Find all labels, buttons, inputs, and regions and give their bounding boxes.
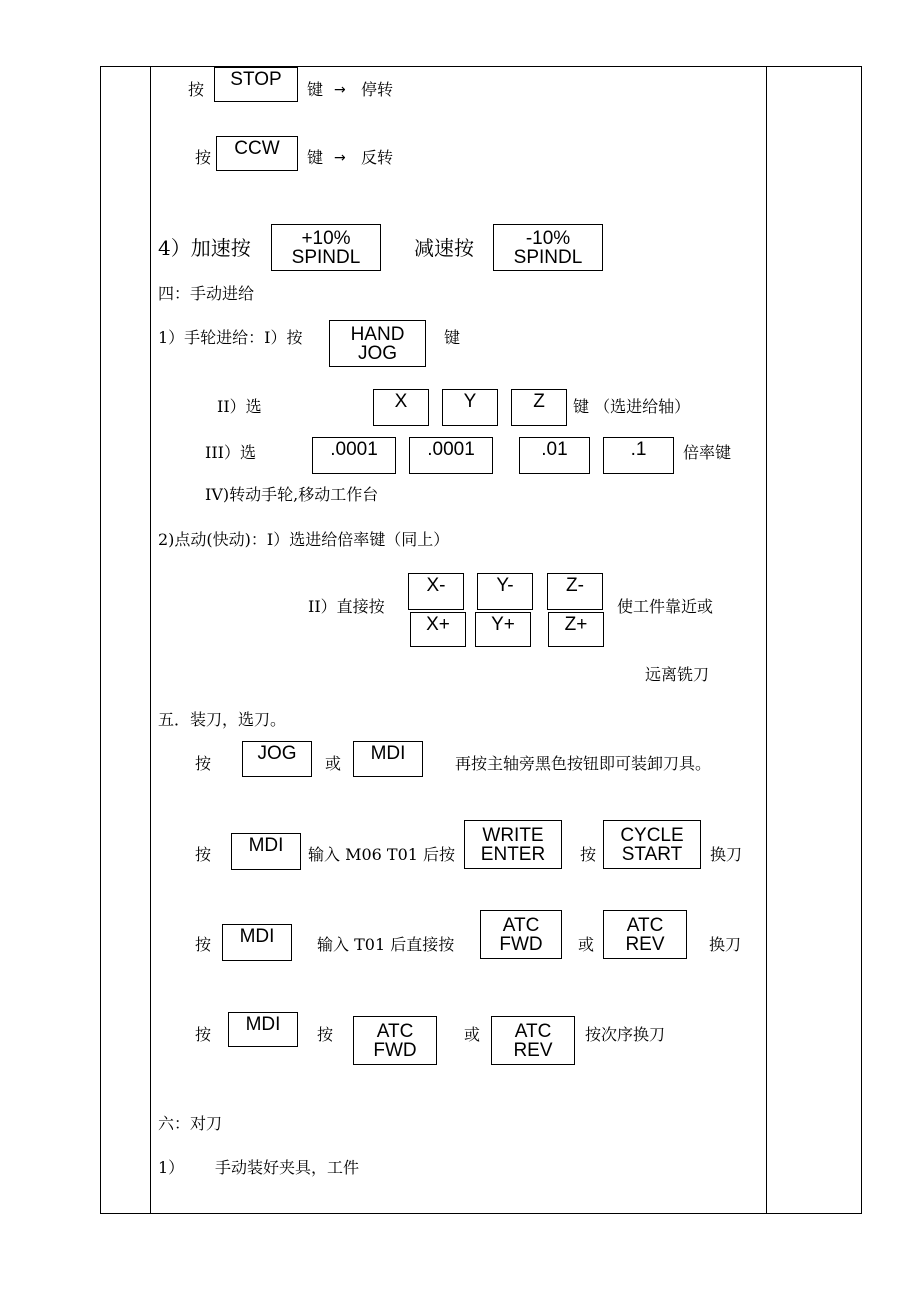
key-suffix: 键	[444, 328, 461, 347]
section-5-title: 五．装刀，选刀。	[158, 710, 287, 729]
column-divider-left	[150, 66, 151, 1214]
write-enter-key[interactable]: WRITE ENTER	[464, 820, 562, 869]
sequential-change-result: 按次序换刀	[585, 1025, 666, 1044]
press-label: 按	[195, 148, 212, 167]
rate-key[interactable]: .0001	[312, 437, 396, 474]
spindle-minus-key[interactable]: -10% SPINDL	[493, 224, 603, 271]
atc-rev-key[interactable]: ATC REV	[603, 910, 687, 959]
press-label: 按	[317, 1025, 334, 1044]
z-minus-key[interactable]: Z-	[547, 573, 603, 610]
rate-select-suffix: 倍率键	[683, 443, 732, 462]
axis-z-key[interactable]: Z	[511, 389, 567, 426]
column-divider-right	[766, 66, 767, 1214]
rotate-instruction: IV)转动手轮,移动工作台	[205, 485, 379, 504]
press-label: 按	[195, 845, 212, 864]
z-plus-key[interactable]: Z+	[548, 612, 604, 647]
direct-press-label: II）直接按	[308, 597, 385, 616]
press-label: 按	[580, 845, 597, 864]
axis-y-key[interactable]: Y	[442, 389, 498, 426]
press-label: 按	[195, 1025, 212, 1044]
atc-rev-key[interactable]: ATC REV	[491, 1016, 575, 1065]
accel-label: 4）加速按	[158, 236, 251, 260]
jog-result-line1: 使工件靠近或	[617, 597, 714, 616]
mdi-key[interactable]: MDI	[228, 1012, 298, 1047]
key-suffix: 键	[307, 80, 324, 99]
jog-result-line2: 远离铣刀	[645, 665, 710, 684]
step-text: 手动装好夹具，工件	[215, 1158, 360, 1177]
y-plus-key[interactable]: Y+	[475, 612, 531, 647]
cycle-start-key[interactable]: CYCLE START	[603, 820, 701, 869]
hand-jog-key[interactable]: HAND JOG	[329, 320, 426, 367]
decel-label: 减速按	[414, 236, 474, 260]
press-label: 按	[195, 754, 212, 773]
tool-change-instruction: 再按主轴旁黑色按钮即可装卸刀具。	[455, 754, 712, 773]
axis-select-suffix: 键 （选进给轴）	[573, 397, 691, 416]
y-minus-key[interactable]: Y-	[477, 573, 533, 610]
input-instruction: 输入 M06 T01 后按	[308, 845, 456, 864]
mdi-key[interactable]: MDI	[231, 833, 301, 870]
ccw-key[interactable]: CCW	[216, 136, 298, 171]
press-label: 按	[188, 80, 205, 99]
atc-fwd-key[interactable]: ATC FWD	[353, 1016, 437, 1065]
jog-label: 2)点动(快动)：I）选进给倍率键（同上）	[158, 530, 450, 549]
step-number: 1）	[158, 1158, 185, 1177]
or-label: 或	[464, 1025, 481, 1044]
stop-result: 停转	[361, 80, 394, 99]
x-plus-key[interactable]: X+	[410, 612, 466, 647]
stop-key[interactable]: STOP	[214, 67, 298, 102]
or-label: 或	[325, 754, 342, 773]
section-6-title: 六：对刀	[158, 1114, 223, 1133]
x-minus-key[interactable]: X-	[408, 573, 464, 610]
tool-change-result: 换刀	[709, 935, 742, 954]
arrow-right-icon: →	[334, 82, 346, 98]
atc-fwd-key[interactable]: ATC FWD	[480, 910, 562, 959]
section-4-title: 四：手动进给	[158, 284, 255, 303]
or-label: 或	[578, 935, 595, 954]
handwheel-label: 1）手轮进给：I）按	[158, 328, 303, 347]
press-label: 按	[195, 935, 212, 954]
key-suffix: 键	[307, 148, 324, 167]
rate-key[interactable]: .0001	[409, 437, 493, 474]
arrow-right-icon: →	[334, 150, 346, 166]
axis-x-key[interactable]: X	[373, 389, 429, 426]
rate-select-label: III）选	[205, 443, 256, 462]
spindle-plus-key[interactable]: +10% SPINDL	[271, 224, 381, 271]
input-instruction: 输入 T01 后直接按	[317, 935, 455, 954]
tool-change-result: 换刀	[710, 845, 743, 864]
mdi-key[interactable]: MDI	[353, 741, 423, 777]
rate-key[interactable]: .01	[519, 437, 590, 474]
rate-key[interactable]: .1	[603, 437, 674, 474]
jog-key[interactable]: JOG	[242, 741, 312, 777]
ccw-result: 反转	[361, 148, 394, 167]
axis-select-label: II）选	[217, 397, 262, 416]
mdi-key[interactable]: MDI	[222, 924, 292, 961]
